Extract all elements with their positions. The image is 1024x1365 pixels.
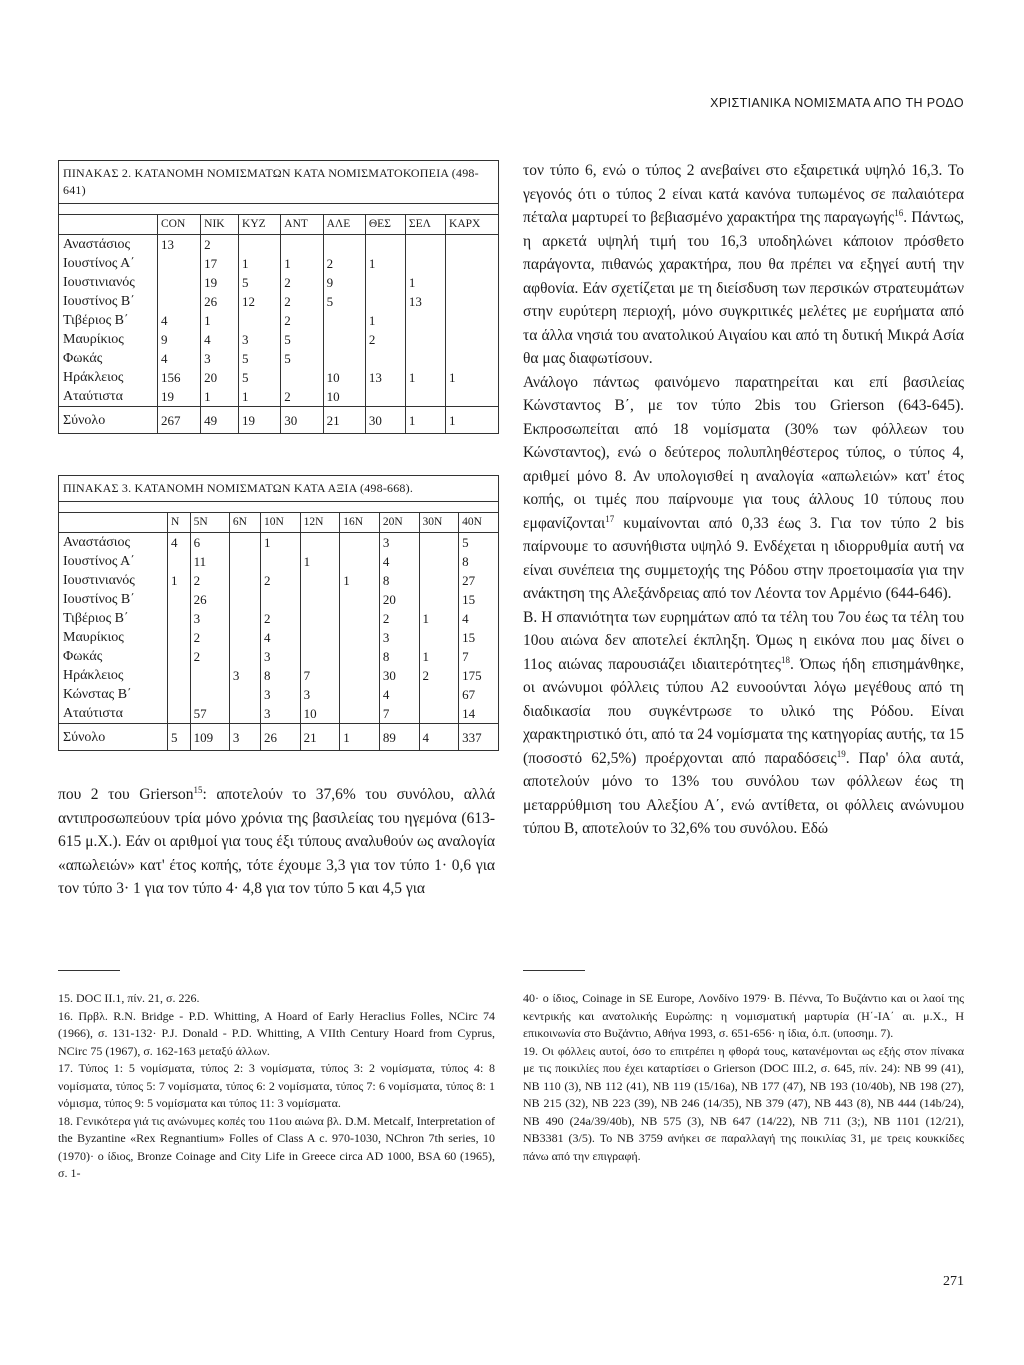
cell-value: 2 bbox=[281, 311, 323, 330]
total-value: 4 bbox=[419, 724, 459, 751]
cell-value: 4 bbox=[260, 628, 300, 647]
cell-value: 1 bbox=[405, 368, 445, 387]
cell-value: 2 bbox=[323, 254, 365, 273]
cell-value bbox=[281, 235, 323, 255]
cell-value: 27 bbox=[459, 571, 499, 590]
cell-value bbox=[168, 590, 191, 609]
row-label: Ηράκλειος bbox=[59, 666, 168, 685]
cell-value: 3 bbox=[201, 349, 239, 368]
cell-value: 5 bbox=[239, 368, 281, 387]
paragraph: Ανάλογο πάντως φαινόμενο παρατηρείται και επί βασιλείας Κώνσταντος Β΄, με τον τύπο 2bis του Grierson (643-645). Εκπροσωπείται από 18 νομίσματα (30% των φόλλεων του Κώνσταντος), ενώ ο δεύτερος πολυπληθέστερος τύπος, ο τύπος 4, αριθμεί μόνο 8. Αν υπολογισθεί η αναλογία «απωλειών» κατ' έτος κοπής, οι τιμές που παίρνουμε για τους άλλους 10 τύπους που εμφανίζονται$^{17}$ κυμαίνονται από 0,33 έως 3. Για τον τύπο 2 bis παίρνουμε το ασυνήθιστα υψηλό 9. Ενδέχεται η ιδιορρυθμία αυτή να είναι συνέπεια της συμμετοχής της Ρόδου στην προετοιμασία για την ανάκτηση της Αλεξάνδρειας από τον Λέοντα τον Αρμένιο (644-646). bbox=[523, 373, 964, 602]
footnote: 16. Πρβλ. R.N. Bridge - P.D. Whitting, A Hoard of Early Heraclius Folles, NCirc 74 (1966), σ. 131-132· P.J. Donald - P.D. Whitting, A VIIth Century Hoard from Cyprus, NCirc 75 (1967), σ. 162-163 μεταξύ άλλων. bbox=[58, 1008, 495, 1058]
cell-value bbox=[300, 609, 340, 628]
table-row bbox=[59, 311, 499, 330]
total-value: 109 bbox=[190, 724, 229, 751]
cell-value bbox=[300, 628, 340, 647]
cell-value bbox=[229, 685, 260, 704]
column-header: ΣΕΛ bbox=[405, 215, 445, 235]
cell-value bbox=[446, 254, 499, 273]
cell-value bbox=[419, 552, 459, 571]
cell-value bbox=[365, 292, 405, 311]
table-2-header bbox=[59, 215, 499, 235]
cell-value bbox=[323, 235, 365, 255]
cell-value: 2 bbox=[190, 628, 229, 647]
cell-value: 1 bbox=[168, 571, 191, 590]
cell-value: 8 bbox=[379, 647, 419, 666]
footnote: 18. Γενικότερα γιά τις ανώνυμες κοπές του 11ου αιώνα βλ. D.M. Metcalf, Interpretation of the Byzantine «Rex Regnantium» Folles of Class A c. 970-1030, NChron 7th series, 10 (1970)· ο ίδιος, Bronze Coinage and City Life in Greece circa AD 1000, BSA 60 (1965), σ. 1- bbox=[58, 1113, 495, 1180]
cell-value bbox=[405, 311, 445, 330]
table-row bbox=[59, 368, 499, 387]
footnote: 17. Τύπος 1: 5 νομίσματα, τύπος 2: 3 νομίσματα, τύπος 3: 2 νομίσματα, τύπος 4: 8 νομίσματα, τύπος 5: 7 νομίσματα, τύπος 6: 2 νομίσματα, τύπος 7: 6 νομίσματα, τύπος 8: 1 νόμισμα, τύπος 9: 5 νομίσματα και τύπος 11: 3 νομίσματα. bbox=[58, 1061, 495, 1110]
total-value: 49 bbox=[201, 407, 239, 434]
cell-value: 2 bbox=[260, 609, 300, 628]
cell-value: 3 bbox=[379, 533, 419, 553]
cell-value: 11 bbox=[190, 552, 229, 571]
cell-value: 1 bbox=[419, 609, 459, 628]
table-2-caption: ΠΙΝΑΚΑΣ 2. ΚΑΤΑΝΟΜΗ ΝΟΜΙΣΜΑΤΩΝ ΚΑΤΑ ΝΟΜΙΣΜΑΤΟΚΟΠΕΙΑ (498-641) bbox=[59, 161, 499, 204]
cell-value: 1 bbox=[446, 368, 499, 387]
cell-value: 3 bbox=[379, 628, 419, 647]
paragraph: που 2 του Grierson$^{15}$: αποτελούν το 37,6% του συνόλου, αλλά αντιπροσωπεύουν τρία μόνο χρόνια της βασιλείας του ηγεμόνα (613-615 μ.Χ.). Εάν οι αριθμοί για τους έξι τύπους αναλυθούν ως αναλογία «απωλειών» κατ' έτος κοπής, τότε έχουμε 3,3 για τον τύπο 1· 0,6 για τον τύπο 3· 1 για τον τύπο 4· 4,8 για τον τύπο 5 και 4,5 για bbox=[58, 784, 495, 897]
cell-value: 5 bbox=[323, 292, 365, 311]
total-value: 89 bbox=[379, 724, 419, 751]
table-row bbox=[59, 292, 499, 311]
cell-value: 1 bbox=[239, 387, 281, 407]
cell-value bbox=[405, 254, 445, 273]
row-label: Αταύτιστα bbox=[59, 387, 158, 407]
cell-value bbox=[229, 647, 260, 666]
cell-value: 2 bbox=[379, 609, 419, 628]
cell-value bbox=[229, 571, 260, 590]
column-header: N bbox=[168, 513, 191, 533]
cell-value bbox=[239, 311, 281, 330]
cell-value bbox=[229, 533, 260, 553]
cell-value: 1 bbox=[300, 552, 340, 571]
cell-value bbox=[419, 571, 459, 590]
column-header: ΑΝΤ bbox=[281, 215, 323, 235]
total-label: Σύνολο bbox=[59, 724, 168, 751]
cell-value bbox=[365, 387, 405, 407]
row-label: Αναστάσιος bbox=[59, 533, 168, 553]
total-value: 21 bbox=[323, 407, 365, 434]
cell-value bbox=[340, 704, 380, 724]
column-header: 5N bbox=[190, 513, 229, 533]
cell-value: 7 bbox=[459, 647, 499, 666]
table-row bbox=[59, 235, 499, 255]
cell-value: 4 bbox=[459, 609, 499, 628]
row-label: Ιουστινιανός bbox=[59, 571, 168, 590]
cell-value: 1 bbox=[201, 311, 239, 330]
table-row bbox=[59, 647, 499, 666]
cell-value: 2 bbox=[281, 292, 323, 311]
cell-value: 2 bbox=[365, 330, 405, 349]
cell-value bbox=[446, 273, 499, 292]
row-label: Ιουστίνος Α΄ bbox=[59, 552, 168, 571]
cell-value bbox=[168, 685, 191, 704]
column-header: 12N bbox=[300, 513, 340, 533]
cell-value: 19 bbox=[201, 273, 239, 292]
cell-value: 20 bbox=[201, 368, 239, 387]
cell-value: 2 bbox=[190, 647, 229, 666]
cell-value: 67 bbox=[459, 685, 499, 704]
cell-value bbox=[300, 590, 340, 609]
cell-value bbox=[365, 349, 405, 368]
cell-value bbox=[340, 609, 380, 628]
cell-value: 1 bbox=[239, 254, 281, 273]
cell-value bbox=[281, 368, 323, 387]
cell-value: 3 bbox=[239, 330, 281, 349]
column-header: ΑΛΕ bbox=[323, 215, 365, 235]
column-header: ΝΙΚ bbox=[201, 215, 239, 235]
cell-value: 1 bbox=[405, 273, 445, 292]
cell-value: 2 bbox=[419, 666, 459, 685]
column-header: 16N bbox=[340, 513, 380, 533]
cell-value bbox=[158, 254, 201, 273]
cell-value: 10 bbox=[323, 368, 365, 387]
cell-value: 3 bbox=[260, 685, 300, 704]
cell-value bbox=[405, 349, 445, 368]
table-row bbox=[59, 628, 499, 647]
cell-value bbox=[446, 292, 499, 311]
row-label: Κώνστας Β΄ bbox=[59, 685, 168, 704]
total-value: 1 bbox=[340, 724, 380, 751]
cell-value: 13 bbox=[405, 292, 445, 311]
cell-value: 6 bbox=[190, 533, 229, 553]
row-label: Μαυρίκιος bbox=[59, 628, 168, 647]
cell-value bbox=[190, 685, 229, 704]
cell-value: 5 bbox=[239, 273, 281, 292]
footnote: 19. Οι φόλλεις αυτοί, όσο το επιτρέπει η φθορά τους, κατανέμονται ως εξής στον πίνακα με τις ποικιλίες που έχει καταρτίσει ο Grierson (DOC III.2, σ. 645, πίν. 24): NB 99 (41), NB 110 (3), NB 112 (41), NB 119 (15/16a), NB 177 (47), NB 193 (10/40b), NB 198 (27), NB 215 (32), NB 223 (39), NB 246 (14/35), NB 379 (47), NB 443 (8), NB 444 (14b/24), NB 490 (24a/39/40b), NB 575 (3), NB 647 (14/22), NB 711 (3;), NB 1101 (12/21), NB3381 (3/5). Το NB 3759 ανήκει σε παραλλαγή της ποικιλίας 31, με τρεις κουκκίδες πάνω από την επιγραφή. bbox=[523, 1043, 964, 1163]
cell-value bbox=[405, 330, 445, 349]
row-label: Φωκάς bbox=[59, 349, 158, 368]
cell-value: 30 bbox=[379, 666, 419, 685]
cell-value: 10 bbox=[300, 704, 340, 724]
table-row bbox=[59, 571, 499, 590]
table-row bbox=[59, 254, 499, 273]
cell-value bbox=[168, 647, 191, 666]
footnote: 15. DOC II.1, πίν. 21, σ. 226. bbox=[58, 991, 200, 1005]
header-blank-cell bbox=[59, 513, 168, 533]
cell-value: 4 bbox=[158, 349, 201, 368]
cell-value: 2 bbox=[281, 273, 323, 292]
total-value: 337 bbox=[459, 724, 499, 751]
total-label: Σύνολο bbox=[59, 407, 158, 434]
cell-value: 4 bbox=[168, 533, 191, 553]
cell-value bbox=[229, 704, 260, 724]
cell-value: 19 bbox=[158, 387, 201, 407]
cell-value: 13 bbox=[158, 235, 201, 255]
cell-value bbox=[446, 235, 499, 255]
cell-value bbox=[300, 647, 340, 666]
table-3 bbox=[58, 475, 499, 751]
cell-value bbox=[168, 666, 191, 685]
cell-value bbox=[405, 235, 445, 255]
cell-value: 20 bbox=[379, 590, 419, 609]
cell-value bbox=[323, 311, 365, 330]
paragraph: Β. Η σπανιότητα των ευρημάτων από τα τέλη του 7ου έως τα τέλη του 10ου αιώνα δεν αποτελεί έκπληξη. Όμως η εικόνα που μας δίνει ο 11ος αιώνας παρουσιάζει ιδιαιτερότητες$^{18}$. Όπως ήδη επισημάνθηκε, οι ανώνυμοι φόλλεις τύπου Α2 ευνοούνται λόγω μεγέθους από τη διαδικασία που συγκέντρωσε το υλικό της Ρόδου. Είναι χαρακτηριστικό ότι, από τα 24 νομίσματα της κατηγορίας αυτής, τα 15 (ποσοστό 62,5%) προέρχονται από παραδόσεις$^{19}$. Παρ' όλα αυτά, αποτελούν μόνο το 13% του συνόλου των φόλλεων έως τη μεταρρύθμιση του Αλεξίου Α΄, ενώ αντίθετα, οι φόλλεις ανώνυμου τύπου Β, αποτελούν το 32,6% του συνόλου. Εδώ bbox=[523, 608, 964, 837]
table-row bbox=[59, 349, 499, 368]
total-value: 26 bbox=[260, 724, 300, 751]
cell-value: 1 bbox=[365, 254, 405, 273]
column-header: 40N bbox=[459, 513, 499, 533]
cell-value: 2 bbox=[281, 387, 323, 407]
left-column-text bbox=[58, 783, 495, 901]
cell-value: 10 bbox=[323, 387, 365, 407]
cell-value: 4 bbox=[379, 685, 419, 704]
table-3-header bbox=[59, 513, 499, 533]
row-label: Ηράκλειος bbox=[59, 368, 158, 387]
row-label: Ιουστινιανός bbox=[59, 273, 158, 292]
cell-value bbox=[158, 273, 201, 292]
table-row bbox=[59, 273, 499, 292]
footnote-rule bbox=[58, 970, 120, 971]
cell-value: 12 bbox=[239, 292, 281, 311]
table-2 bbox=[58, 160, 499, 434]
cell-value bbox=[340, 685, 380, 704]
cell-value: 7 bbox=[379, 704, 419, 724]
cell-value: 14 bbox=[459, 704, 499, 724]
table-row bbox=[59, 330, 499, 349]
row-label: Τιβέριος Β΄ bbox=[59, 311, 158, 330]
cell-value: 15 bbox=[459, 590, 499, 609]
cell-value: 26 bbox=[201, 292, 239, 311]
cell-value bbox=[419, 704, 459, 724]
footnotes-right bbox=[523, 990, 964, 1165]
cell-value: 15 bbox=[459, 628, 499, 647]
cell-value: 3 bbox=[190, 609, 229, 628]
cell-value bbox=[340, 666, 380, 685]
cell-value bbox=[260, 552, 300, 571]
cell-value bbox=[323, 330, 365, 349]
cell-value: 8 bbox=[459, 552, 499, 571]
total-row bbox=[59, 407, 499, 434]
paragraph: τον τύπο 6, ενώ ο τύπος 2 ανεβαίνει στο εξαιρετικά υψηλό 16,3. Το γεγονός ότι ο τύπος 2 είναι κατά κανόνα τυπωμένος σε παλαιότερα πέταλα μαρτυρεί το βεβιασμένο χαρακτήρα της παραγωγής$^{16}$. Πάντως, η αρκετά υψηλή τιμή του 16,3 υποδηλώνει κάποιον πρόσθετο παράγοντα, πιθανώς χαρακτήρα, που θα πρέπει να εξηγεί αυτή την αφθονία. Εάν σχετίζεται με τη διείσδυση των περσικών στρατευμάτων στην ευρύτερη περιοχή, μόνο συγκριτικές μελέτες με ευρήματα από τα άλλα νησιά του ανατολικού Αιγαίου και από τη δυτική Μικρά Ασία θα μας διαφωτίσουν. bbox=[523, 162, 964, 367]
cell-value: 57 bbox=[190, 704, 229, 724]
cell-value bbox=[229, 609, 260, 628]
row-label: Μαυρίκιος bbox=[59, 330, 158, 349]
cell-value: 7 bbox=[300, 666, 340, 685]
column-header: ΚΑΡΧ bbox=[446, 215, 499, 235]
cell-value: 3 bbox=[300, 685, 340, 704]
cell-value bbox=[340, 552, 380, 571]
cell-value: 5 bbox=[281, 330, 323, 349]
cell-value bbox=[405, 387, 445, 407]
running-head: ΧΡΙΣΤΙΑΝΙΚΑ ΝΟΜΙΣΜΑΤΑ ΑΠΟ ΤΗ ΡΟΔΟ bbox=[710, 96, 964, 110]
cell-value: 8 bbox=[260, 666, 300, 685]
cell-value: 1 bbox=[419, 647, 459, 666]
column-header: 10N bbox=[260, 513, 300, 533]
cell-value bbox=[239, 235, 281, 255]
row-label: Φωκάς bbox=[59, 647, 168, 666]
cell-value: 3 bbox=[260, 647, 300, 666]
row-label: Ιουστίνος Β΄ bbox=[59, 590, 168, 609]
cell-value bbox=[365, 273, 405, 292]
total-value: 1 bbox=[446, 407, 499, 434]
cell-value bbox=[300, 533, 340, 553]
cell-value bbox=[168, 704, 191, 724]
cell-value: 3 bbox=[229, 666, 260, 685]
cell-value: 9 bbox=[323, 273, 365, 292]
column-header: ΘΕΣ bbox=[365, 215, 405, 235]
cell-value bbox=[419, 533, 459, 553]
right-column-text bbox=[523, 159, 964, 841]
cell-value bbox=[446, 330, 499, 349]
table-row bbox=[59, 685, 499, 704]
cell-value: 5 bbox=[459, 533, 499, 553]
cell-value: 4 bbox=[379, 552, 419, 571]
cell-value bbox=[300, 571, 340, 590]
cell-value bbox=[340, 628, 380, 647]
table-row bbox=[59, 387, 499, 407]
cell-value bbox=[168, 552, 191, 571]
cell-value: 175 bbox=[459, 666, 499, 685]
cell-value: 1 bbox=[260, 533, 300, 553]
footnote-rule bbox=[523, 970, 585, 971]
row-label: Ιουστίνος Β΄ bbox=[59, 292, 158, 311]
page-number: 271 bbox=[943, 1274, 964, 1289]
header-blank-cell bbox=[59, 215, 158, 235]
cell-value: 17 bbox=[201, 254, 239, 273]
table-row bbox=[59, 533, 499, 553]
cell-value: 5 bbox=[239, 349, 281, 368]
cell-value bbox=[446, 311, 499, 330]
cell-value: 4 bbox=[201, 330, 239, 349]
cell-value bbox=[323, 349, 365, 368]
table-row bbox=[59, 552, 499, 571]
column-header: 30N bbox=[419, 513, 459, 533]
table-3-caption: ΠΙΝΑΚΑΣ 3. ΚΑΤΑΝΟΜΗ ΝΟΜΙΣΜΑΤΩΝ ΚΑΤΑ ΑΞΙΑ (498-668). bbox=[59, 476, 499, 502]
cell-value: 156 bbox=[158, 368, 201, 387]
cell-value bbox=[190, 666, 229, 685]
cell-value bbox=[260, 590, 300, 609]
cell-value bbox=[446, 387, 499, 407]
column-header: CON bbox=[158, 215, 201, 235]
cell-value bbox=[419, 685, 459, 704]
cell-value bbox=[340, 647, 380, 666]
total-value: 1 bbox=[405, 407, 445, 434]
cell-value: 8 bbox=[379, 571, 419, 590]
table-row bbox=[59, 704, 499, 724]
column-header: 20N bbox=[379, 513, 419, 533]
cell-value bbox=[168, 628, 191, 647]
cell-value bbox=[340, 590, 380, 609]
total-value: 5 bbox=[168, 724, 191, 751]
cell-value: 2 bbox=[190, 571, 229, 590]
footnotes-left bbox=[58, 990, 495, 1183]
cell-value bbox=[229, 552, 260, 571]
cell-value bbox=[419, 628, 459, 647]
total-value: 267 bbox=[158, 407, 201, 434]
cell-value bbox=[158, 292, 201, 311]
cell-value: 1 bbox=[340, 571, 380, 590]
table-row bbox=[59, 609, 499, 628]
total-value: 3 bbox=[229, 724, 260, 751]
cell-value: 26 bbox=[190, 590, 229, 609]
cell-value bbox=[340, 533, 380, 553]
cell-value: 9 bbox=[158, 330, 201, 349]
row-label: Ιουστίνος Α΄ bbox=[59, 254, 158, 273]
cell-value: 1 bbox=[281, 254, 323, 273]
table-row bbox=[59, 666, 499, 685]
cell-value bbox=[365, 235, 405, 255]
column-header: ΚΥΖ bbox=[239, 215, 281, 235]
cell-value bbox=[168, 609, 191, 628]
cell-value: 5 bbox=[281, 349, 323, 368]
cell-value: 1 bbox=[365, 311, 405, 330]
cell-value: 2 bbox=[201, 235, 239, 255]
cell-value bbox=[446, 349, 499, 368]
total-value: 30 bbox=[281, 407, 323, 434]
cell-value: 3 bbox=[260, 704, 300, 724]
table-row bbox=[59, 590, 499, 609]
row-label: Αταύτιστα bbox=[59, 704, 168, 724]
cell-value: 4 bbox=[158, 311, 201, 330]
cell-value: 13 bbox=[365, 368, 405, 387]
cell-value bbox=[229, 628, 260, 647]
column-header: 6N bbox=[229, 513, 260, 533]
cell-value bbox=[419, 590, 459, 609]
row-label: Αναστάσιος bbox=[59, 235, 158, 255]
row-label: Τιβέριος Β΄ bbox=[59, 609, 168, 628]
total-value: 19 bbox=[239, 407, 281, 434]
cell-value: 1 bbox=[201, 387, 239, 407]
total-value: 30 bbox=[365, 407, 405, 434]
total-row bbox=[59, 724, 499, 751]
footnote: 40· ο ίδιος, Coinage in SE Europe, Λονδίνο 1979· Β. Πέννα, Το Βυζάντιο και οι λαοί της κεντρικής και ανατολικής Ευρώπης: η νομισματική μαρτυρία (Η΄-ΙΑ΄ αι. μ.Χ., Η επικοινωνία στο Βυζάντιο, Αθήνα 1993, σ. 651-656· η ίδια, ό.π. (υποσημ. 7). bbox=[523, 991, 964, 1040]
cell-value: 2 bbox=[260, 571, 300, 590]
total-value: 21 bbox=[300, 724, 340, 751]
cell-value bbox=[229, 590, 260, 609]
